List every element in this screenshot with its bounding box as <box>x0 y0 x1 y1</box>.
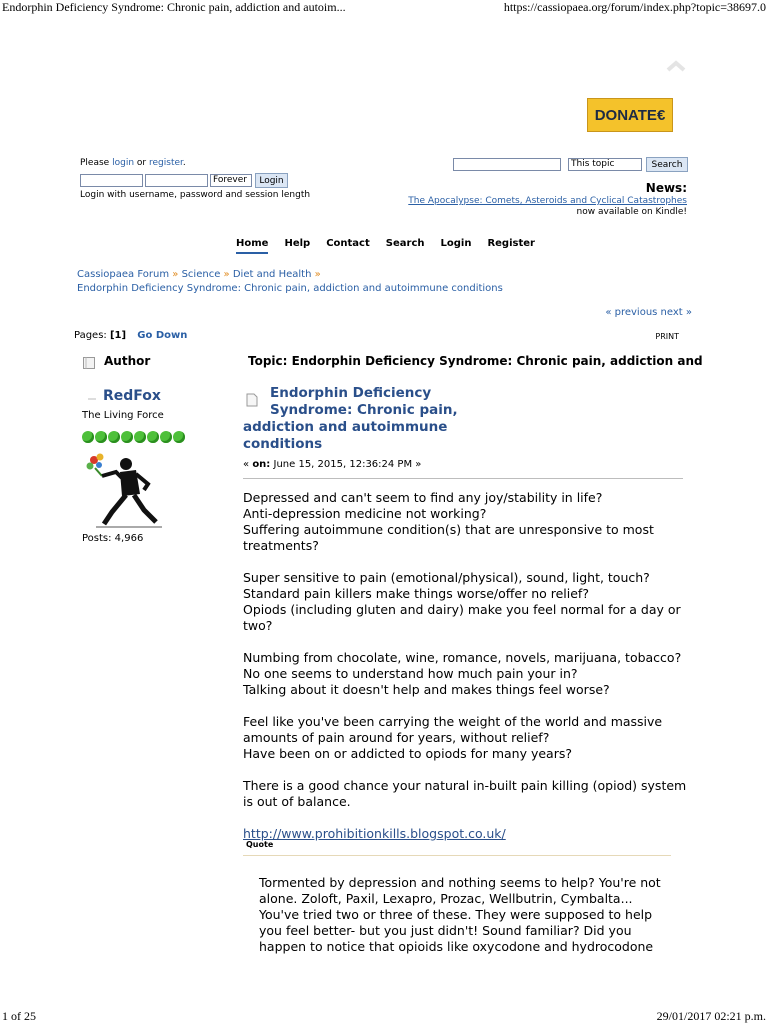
login-prompt: Please login or register. <box>80 158 186 168</box>
pages-indicator: Pages: [1] Go Down <box>74 330 188 341</box>
rank-star-icon <box>147 431 159 443</box>
main-nav <box>236 238 551 254</box>
print-timestamp: 29/01/2017 02:21 p.m. <box>656 1009 766 1023</box>
external-link[interactable]: http://www.prohibitionkills.blogspot.co.uk/ <box>243 826 506 841</box>
post-date: « on: June 15, 2015, 12:36:24 PM » <box>243 459 422 470</box>
rank-star-icon <box>160 431 172 443</box>
login-link[interactable]: login <box>112 158 135 168</box>
rank-star-icon <box>121 431 133 443</box>
print-button[interactable]: PRINT <box>655 332 679 341</box>
breadcrumb: Cassiopaea Forum » Science » Diet and Health » <box>77 269 321 280</box>
search-input[interactable] <box>453 158 561 171</box>
search-button[interactable]: Search <box>646 157 688 172</box>
register-link[interactable]: register <box>149 158 183 168</box>
rank-star-icon <box>95 431 107 443</box>
news-heading: News: <box>645 181 687 195</box>
author-name[interactable]: RedFox <box>103 388 161 404</box>
nav-home[interactable]: Home <box>236 238 268 254</box>
online-status-icon <box>88 398 96 400</box>
nav-register[interactable]: Register <box>487 238 535 249</box>
nav-search[interactable]: Search <box>385 238 425 249</box>
breadcrumb-diet[interactable]: Diet and Health <box>232 269 312 280</box>
post-title[interactable]: Endorphin Deficiency Syndrome: Chronic pain, addiction and autoimmune conditions <box>243 385 458 452</box>
quote-divider <box>243 855 671 856</box>
session-length-select[interactable]: Forever <box>210 174 252 187</box>
prev-next-links[interactable]: « previous next » <box>605 307 692 318</box>
quote-label: Quote <box>246 840 274 849</box>
breadcrumb-forum[interactable]: Cassiopaea Forum <box>77 269 170 280</box>
login-button[interactable]: Login <box>255 173 288 188</box>
avatar <box>82 450 164 530</box>
rank-star-icon <box>108 431 120 443</box>
print-header <box>0 0 768 16</box>
go-down-link[interactable]: Go Down <box>137 330 188 341</box>
author-rank: The Living Force <box>82 410 164 421</box>
author-column-header: Author <box>104 354 151 368</box>
breadcrumb-science[interactable]: Science <box>181 269 221 280</box>
rank-star-icon <box>134 431 146 443</box>
topic-column-header: Topic: Endorphin Deficiency Syndrome: Chronic pain, addiction and <box>248 354 703 368</box>
nav-contact[interactable]: Contact <box>326 238 370 249</box>
donate-button[interactable]: DONATE€ <box>587 98 673 132</box>
page-title: Endorphin Deficiency Syndrome: Chronic pain, addiction and autoim... <box>2 0 346 14</box>
search-scope-select[interactable]: This topic <box>568 158 642 171</box>
page-counter: 1 of 25 <box>2 1009 36 1023</box>
password-input[interactable] <box>145 174 208 187</box>
current-page: [1] <box>109 330 127 341</box>
rank-star-icon <box>82 431 94 443</box>
page-url: https://cassiopaea.org/forum/index.php?topic=38697.0 <box>503 0 766 14</box>
post-body <box>243 490 688 842</box>
author-post-count: Posts: 4,966 <box>82 533 144 544</box>
post-paragraph: Depressed and can't seem to find any joy/stability in life? Anti-depression medicine not working? Suffering autoimmune condition(s) that are unresponsive to most treatments? <box>243 490 654 553</box>
post-paragraph: Super sensitive to pain (emotional/physical), sound, light, touch? Standard pain killers make things worse/offer no relief? Opiods (including gluten and dairy) make you feel normal for a day or two? <box>243 570 681 633</box>
quote-text: Tormented by depression and nothing seems to help? You're not alone. Zoloft, Paxil, Lexapro, Prozac, Wellbutrin, Cymbalta... You've tried two or three of these. They were supposed to help you feel better- but you just didn't! Sound familiar? Did you happen to notice that opioids like oxycodone and hydrocodone <box>259 875 661 954</box>
post-paragraph: There is a good chance your natural in-built pain killing (opiod) system is out of balance. <box>243 778 687 809</box>
news-link[interactable]: The Apocalypse: Comets, Asteroids and Cyclical Catastrophes <box>408 196 687 206</box>
username-input[interactable] <box>80 174 143 187</box>
rank-stars <box>82 428 186 447</box>
news-tail: now available on Kindle! <box>576 207 687 217</box>
breadcrumb-current[interactable]: Endorphin Deficiency Syndrome: Chronic pain, addiction and autoimmune conditions <box>77 283 503 294</box>
nav-login[interactable]: Login <box>440 238 472 249</box>
topic-icon <box>82 355 96 369</box>
scroll-up-icon[interactable] <box>666 58 686 72</box>
login-hint: Login with username, password and session length <box>80 190 311 200</box>
post-paragraph: Numbing from chocolate, wine, romance, novels, marijuana, tobacco? No one seems to understand how much pain your in? Talking about it doesn't help and makes things feel worse? <box>243 650 682 697</box>
post-divider <box>243 478 683 479</box>
rank-star-icon <box>173 431 185 443</box>
post-paragraph: Feel like you've been carrying the weight of the world and massive amounts of pain around for years, without relief? Have been on or addicted to opiods for many years? <box>243 714 663 761</box>
nav-help[interactable]: Help <box>284 238 311 249</box>
